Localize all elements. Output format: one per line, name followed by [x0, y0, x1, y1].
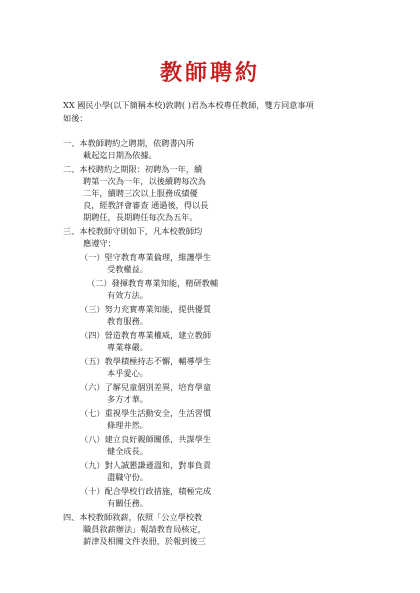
rule-item-line: 多方才華。 — [107, 394, 148, 404]
clause-3-line: 應遵守： — [83, 238, 116, 248]
intro-line: 如後： — [63, 113, 88, 123]
rule-item-line: （一）堅守教育專業倫理，維護學生 — [80, 252, 212, 262]
rule-item-line: （九）對人誠懇謙遜溫和，對事負責 — [80, 460, 212, 470]
rule-item-line: 盡職守份。 — [107, 472, 148, 482]
rule-item-line: （五）教學積極持志不懈，輔導學生 — [80, 356, 212, 366]
clause-2-line: 期聘任，長期聘任每次為五年。 — [83, 212, 198, 222]
intro-paragraph — [63, 99, 373, 125]
rule-item-line: （六）了解兒童個別差異，培育學童 — [80, 382, 212, 392]
rule-item-line: 健全成長。 — [107, 446, 148, 456]
rule-item-line: 受教權益。 — [107, 264, 148, 274]
rule-item-line: 教育服務。 — [107, 316, 148, 326]
rule-item-line: 條理井然。 — [107, 420, 148, 430]
rule-item-line: 有效方法。 — [107, 290, 148, 300]
clause-2-line: 良，經教評會審查 通過後，得以長 — [83, 200, 209, 210]
rule-item-line: （三）努力充實專業知能，提供優質 — [80, 304, 212, 314]
clause-3-line: 三、本校教師守則如下，凡本校教師均 — [63, 226, 203, 236]
clause-4-line: 薪津及相關文件表冊，於報到後三 — [83, 536, 206, 546]
document-title: 教師聘約 — [159, 60, 260, 86]
rule-item-line: （四）營造教育專業權威，建立教師 — [80, 330, 212, 340]
clause-1-line: 載起迄日期為依據。 — [83, 150, 157, 160]
clause-2-line: 二、本校聘約之期限：初聘為一年，續 — [63, 164, 203, 174]
rule-item-line: 有關任務。 — [107, 498, 148, 508]
clause-4-line: 四、本校教師敘薪，依照「公立學校教 — [63, 512, 203, 522]
rule-item-line: （八）建立良好親師關係，共謀學生 — [80, 434, 212, 444]
clause-2-line: 聘第一次為一年，以後續聘每次為 — [83, 176, 206, 186]
clause-4-line: 職員敘薪辦法」報請教育局核定， — [83, 524, 206, 534]
rule-item-line: （二）發揮教育專業知能，精研教輔 — [87, 278, 219, 288]
clause-2-line: 二年，續聘三次以上服務成績優 — [83, 188, 198, 198]
rule-item-line: 本乎愛心。 — [107, 368, 148, 378]
rule-item-line: （七）重視學生活動安全，生活習慣 — [80, 408, 212, 418]
clause-1-line: 一、本教師聘約之聘期，依聘書內所 — [63, 138, 195, 148]
rule-item-line: （十）配合學校行政措施，積極完成 — [80, 486, 212, 496]
intro-line: XX 國民小學(以下簡稱本校)敦聘( )君為本校專任教師，雙方同意事項 — [63, 100, 314, 110]
rule-item-line: 專業尊嚴。 — [107, 342, 148, 352]
